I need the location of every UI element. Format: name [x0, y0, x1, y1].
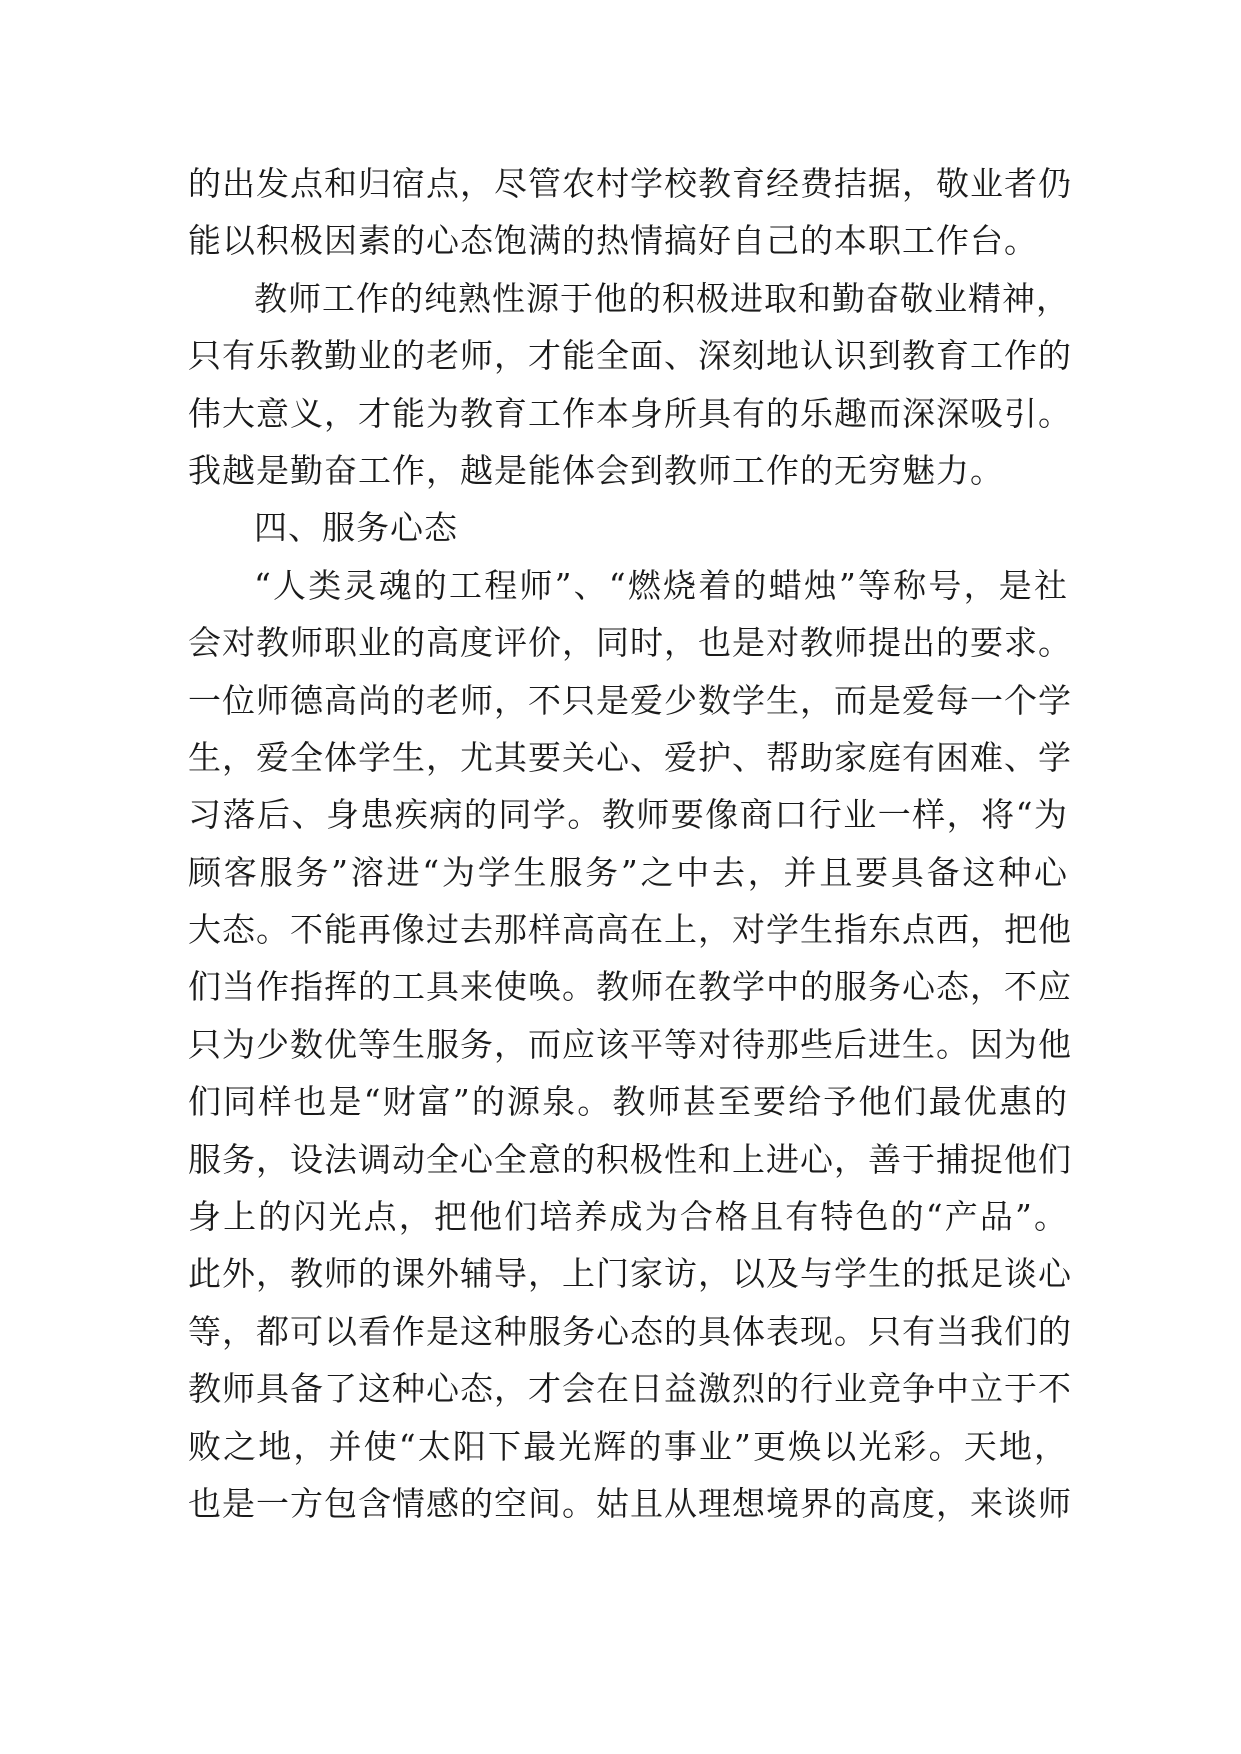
text-line: 会对教师职业的高度评价，同时，也是对教师提出的要求。	[188, 623, 1072, 663]
text-line: 的出发点和归宿点，尽管农村学校教育经费拮据，敬业者仍	[188, 164, 1072, 203]
text-line: 伟大意义，才能为教育工作本身所具有的乐趣而深深吸引。	[188, 393, 1072, 433]
text-line: 也是一方包含情感的空间。姑且从理想境界的高度，来谈师	[188, 1483, 1072, 1523]
text-line: 一位师德高尚的老师，不只是爱少数学生，而是爱每一个学	[188, 680, 1072, 720]
text-line: 们同样也是“财富”的源泉。教师甚至要给予他们最优惠的	[188, 1082, 1068, 1122]
text-line: 习落后、身患疾病的同学。教师要像商口行业一样，将“为	[188, 795, 1068, 835]
text-line: 们当作指挥的工具来使唤。教师在教学中的服务心态，不应	[188, 967, 1072, 1007]
text-line: 教师工作的纯熟性源于他的积极进取和勤奋敬业精神，	[254, 278, 1070, 318]
text-line: 身上的闪光点，把他们培养成为合格且有特色的“产品”。	[188, 1197, 1068, 1237]
text-line: 服务，设法调动全心全意的积极性和上进心，善于捕捉他们	[188, 1139, 1072, 1179]
text-line: “人类灵魂的工程师”、“燃烧着的蜡烛”等称号，是社	[254, 565, 1068, 605]
text-line: 败之地，并使“太阳下最光辉的事业”更焕以光彩。天地，	[188, 1426, 1068, 1466]
text-line: 此外，教师的课外辅导，上门家访，以及与学生的抵足谈心	[188, 1254, 1072, 1294]
text-line: 只为少数优等生服务，而应该平等对待那些后进生。因为他	[188, 1024, 1072, 1064]
text-line: 我越是勤奋工作，越是能体会到教师工作的无穷魅力。	[188, 450, 1004, 490]
section-heading: 四、服务心态	[254, 508, 458, 548]
text-line: 只有乐教勤业的老师，才能全面、深刻地认识到教育工作的	[188, 336, 1072, 376]
text-line: 能以积极因素的心态饱满的热情搞好自己的本职工作台。	[188, 221, 1038, 261]
text-line: 教师具备了这种心态，才会在日益激烈的行业竞争中立于不	[188, 1369, 1072, 1409]
text-line: 大态。不能再像过去那样高高在上，对学生指东点西，把他	[188, 910, 1072, 950]
body-text	[188, 155, 1072, 1532]
text-line: 顾客服务”溶进“为学生服务”之中去，并且要具备这种心	[188, 852, 1068, 892]
text-line: 生，爱全体学生，尤其要关心、爱护、帮助家庭有困难、学	[188, 737, 1072, 777]
text-line: 等，都可以看作是这种服务心态的具体表现。只有当我们的	[188, 1311, 1072, 1351]
